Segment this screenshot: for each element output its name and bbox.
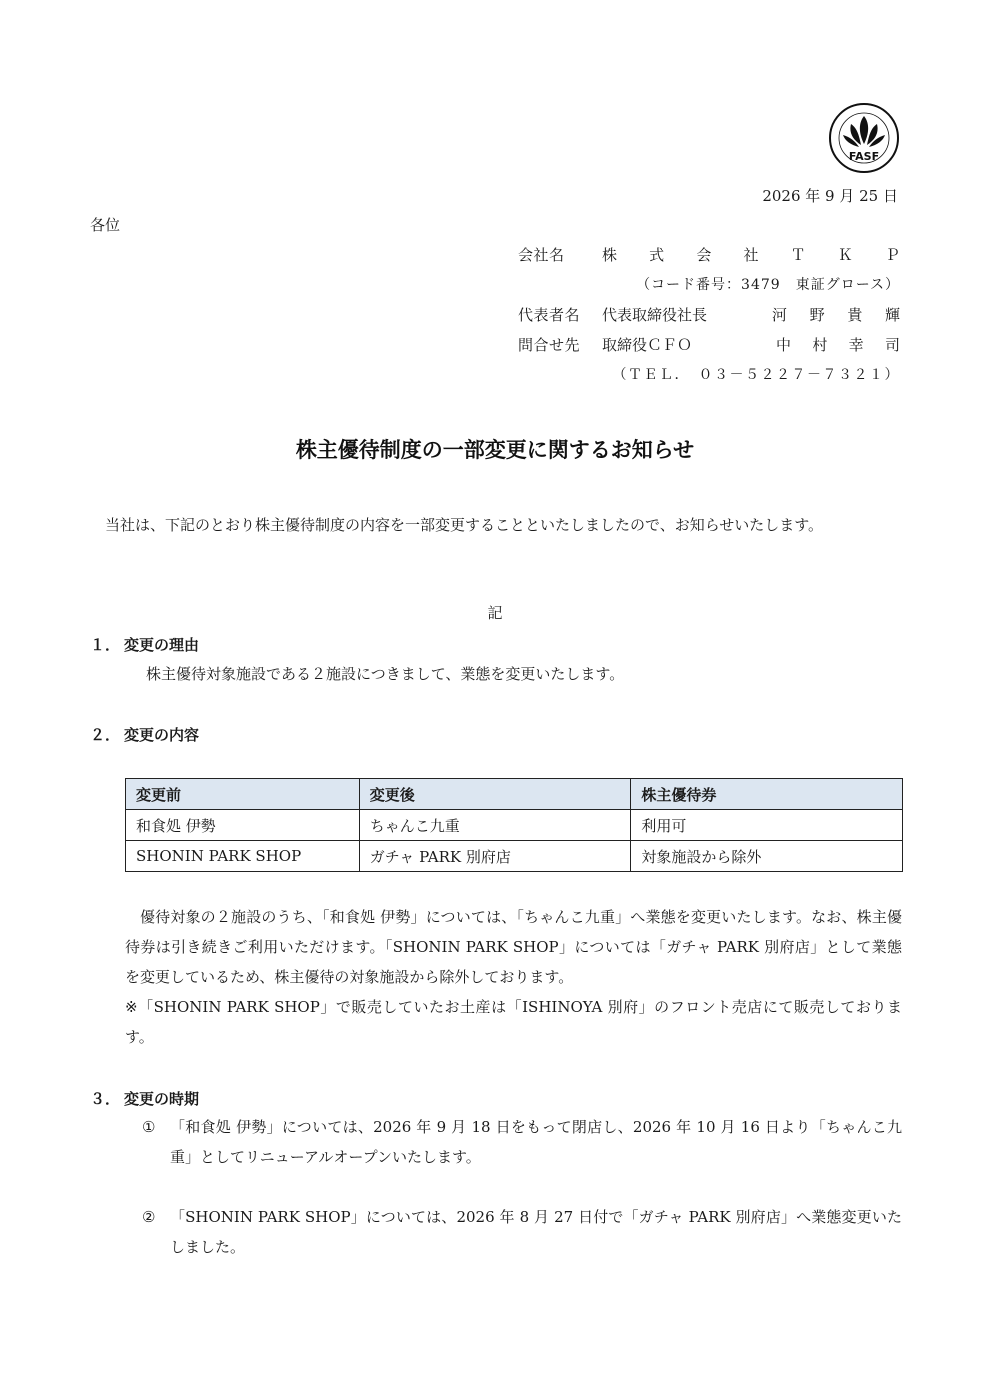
header-after: 変更後 bbox=[359, 779, 631, 810]
cell-after: ちゃんこ九重 bbox=[359, 810, 631, 841]
section-title: 変更の理由 bbox=[124, 636, 200, 654]
fasf-logo bbox=[828, 102, 900, 174]
contact-name bbox=[776, 334, 900, 355]
section-1-heading bbox=[90, 634, 199, 655]
contact-name-char: 村 bbox=[812, 336, 828, 354]
table-header-row bbox=[126, 779, 903, 810]
item-text: 「和食処 伊勢」については、2026 年 9 月 18 日をもって閉店し、2026 年 10 月 16 日より「ちゃんこ九重」としてリニューアルオープンいたします。 bbox=[170, 1118, 902, 1166]
section-1-body: 株主優待対象施設である２施設につきまして、業態を変更いたします。 bbox=[146, 665, 625, 683]
header-before: 変更前 bbox=[126, 779, 360, 810]
addressee: 各位 bbox=[90, 216, 121, 234]
tel-row bbox=[518, 364, 900, 386]
company-char: Ｐ bbox=[884, 246, 900, 264]
section-3-heading bbox=[90, 1088, 199, 1109]
tel-line: （ＴＥＬ． ０３－５２２７－７３２１） bbox=[612, 367, 900, 383]
contact-name-char: 司 bbox=[884, 336, 900, 354]
timing-item-1 bbox=[142, 1112, 902, 1172]
company-char: 株 bbox=[602, 246, 618, 264]
rep-label: 代表者名 bbox=[518, 306, 581, 324]
cell-voucher: 対象施設から除外 bbox=[631, 841, 903, 872]
rep-name-char: 野 bbox=[809, 306, 825, 324]
contact-title: 取締役ＣＦＯ bbox=[602, 336, 693, 354]
company-name bbox=[602, 244, 900, 265]
rep-name bbox=[772, 304, 900, 325]
contact-label: 問合せ先 bbox=[518, 336, 581, 354]
company-char: 式 bbox=[649, 246, 665, 264]
rep-title: 代表取締役社長 bbox=[602, 306, 708, 324]
cell-before: SHONIN PARK SHOP bbox=[126, 841, 360, 872]
company-char: 社 bbox=[743, 246, 759, 264]
item-marker: ② bbox=[142, 1208, 156, 1226]
rep-name-char: 河 bbox=[772, 306, 788, 324]
document-date: 2026 年 9 月 25 日 bbox=[762, 187, 898, 205]
section-2-heading bbox=[90, 724, 199, 745]
company-char: Ｔ bbox=[790, 246, 806, 264]
company-char: Ｋ bbox=[837, 246, 853, 264]
contact-row bbox=[518, 334, 900, 356]
ki-marker: 記 bbox=[487, 604, 503, 622]
table-row bbox=[126, 841, 903, 872]
rep-name-char: 貴 bbox=[847, 306, 863, 324]
changes-table bbox=[125, 778, 903, 872]
section-2-note: ※「SHONIN PARK SHOP」で販売していたお土産は「ISHINOYA 別府」のフロント売店にて販売しております。 bbox=[125, 998, 902, 1046]
item-text: 「SHONIN PARK SHOP」については、2026 年 8 月 27 日付で「ガチャ PARK 別府店」へ業態変更いたしました。 bbox=[170, 1208, 902, 1256]
header-voucher: 株主優待券 bbox=[631, 779, 903, 810]
table-row bbox=[126, 810, 903, 841]
representative-row bbox=[518, 304, 900, 326]
contact-name-char: 幸 bbox=[848, 336, 864, 354]
timing-item-2 bbox=[142, 1202, 902, 1262]
contact-name-char: 中 bbox=[776, 336, 792, 354]
cell-voucher: 利用可 bbox=[631, 810, 903, 841]
intro-paragraph: 当社は、下記のとおり株主優待制度の内容を一部変更することといたしましたので、お知らせいたします。 bbox=[105, 516, 824, 534]
section-number: ２． bbox=[90, 726, 121, 744]
section-number: １． bbox=[90, 636, 121, 654]
company-label: 会社名 bbox=[518, 246, 565, 264]
item-marker: ① bbox=[142, 1118, 156, 1136]
document-title: 株主優待制度の一部変更に関するお知らせ bbox=[295, 438, 695, 462]
section-2-paragraph: 優待対象の２施設のうち、「和食処 伊勢」については、「ちゃんこ九重」へ業態を変更いたします。なお、株主優待券は引き続きご利用いただけます。「SHONIN PARK SHOP」については「ガチャ PARK 別府店」として業態を変更しているため、株主優待の対象施設から除外しております。 bbox=[125, 908, 902, 986]
section-number: ３． bbox=[90, 1090, 121, 1108]
code-row bbox=[518, 274, 900, 296]
section-title: 変更の内容 bbox=[124, 726, 200, 744]
company-row bbox=[518, 244, 900, 266]
cell-before: 和食処 伊勢 bbox=[126, 810, 360, 841]
rep-name-char: 輝 bbox=[884, 306, 900, 324]
code-line: （コード番号：3479 東証グロース） bbox=[636, 277, 900, 293]
company-char: 会 bbox=[696, 246, 712, 264]
section-title: 変更の時期 bbox=[124, 1090, 200, 1108]
logo-text: FASF bbox=[848, 150, 880, 163]
cell-after: ガチャ PARK 別府店 bbox=[359, 841, 631, 872]
